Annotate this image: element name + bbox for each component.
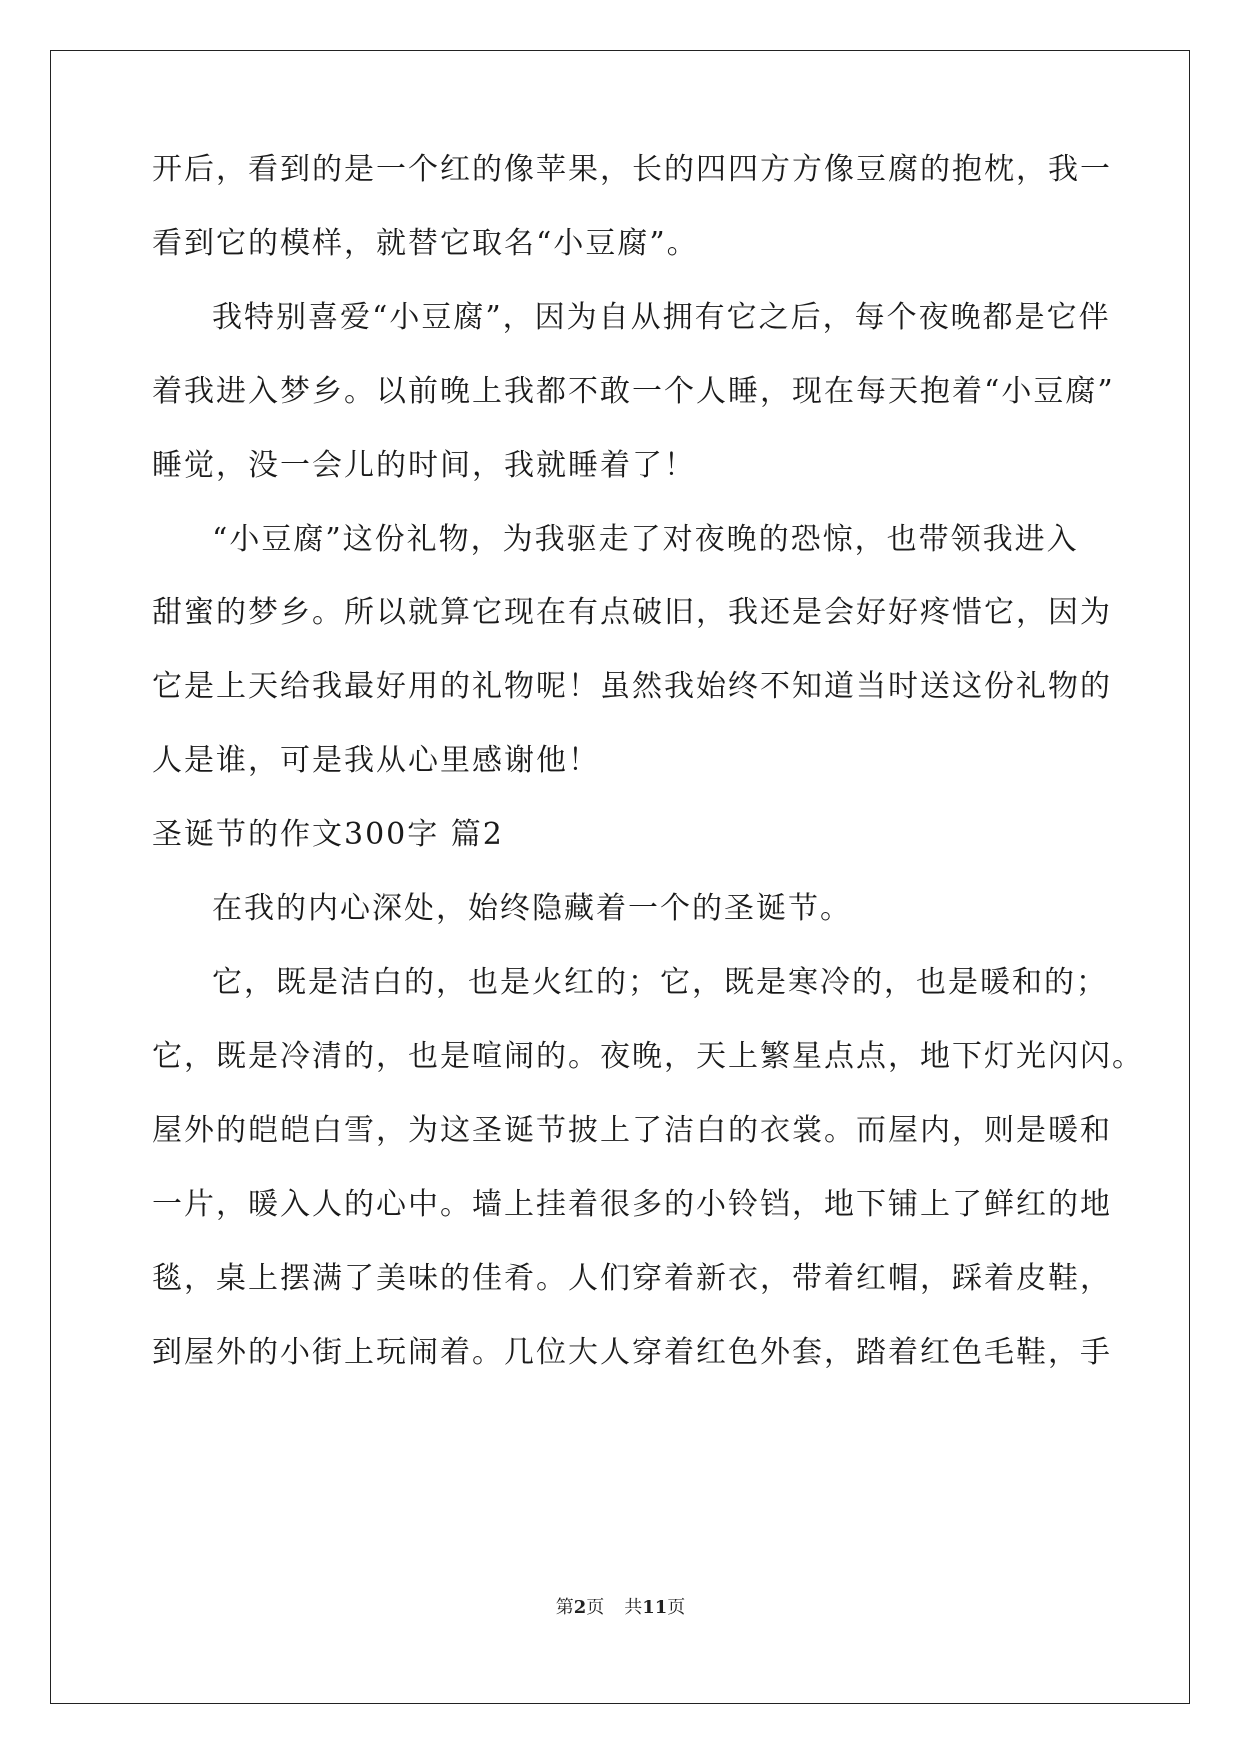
- text-line: 在我的内心深处，始终隐藏着一个的圣诞节。: [212, 891, 852, 926]
- text-line: 毯，桌上摆满了美味的佳肴。人们穿着新衣，带着红帽，踩着皮鞋，: [152, 1261, 1112, 1296]
- text-line: 到屋外的小街上玩闹着。几位大人穿着红色外套，踏着红色毛鞋，手: [152, 1335, 1112, 1370]
- text-line: 它，既是冷清的，也是喧闹的。夜晚，天上繁星点点，地下灯光闪闪。: [152, 1039, 1144, 1074]
- text-line: 一片，暖入人的心中。墙上挂着很多的小铃铛，地下铺上了鲜红的地: [152, 1187, 1112, 1222]
- text-line: 我特别喜爱“小豆腐”，因为自从拥有它之后，每个夜晚都是它伴: [212, 300, 1111, 335]
- text-line: 人是谁，可是我从心里感谢他！: [152, 743, 600, 778]
- page-footer: [0, 1596, 1241, 1620]
- text-line: 着我进入梦乡。以前晚上我都不敢一个人睡，现在每天抱着“小豆腐”: [152, 374, 1115, 409]
- text-line: 屋外的皑皑白雪，为这圣诞节披上了洁白的衣裳。而屋内，则是暖和: [152, 1113, 1112, 1148]
- text-line: 开后，看到的是一个红的像苹果，长的四四方方像豆腐的抱枕，我一: [152, 152, 1112, 187]
- text-line: 它是上天给我最好用的礼物呢！虽然我始终不知道当时送这份礼物的: [152, 669, 1112, 704]
- section-heading: 圣诞节的作文300字 篇2: [152, 817, 504, 852]
- page-prefix: 第: [555, 1597, 574, 1618]
- page-suffix: 页: [586, 1597, 605, 1618]
- text-line: 睡觉，没一会儿的时间，我就睡着了！: [152, 448, 696, 483]
- total-prefix: 共: [624, 1597, 643, 1618]
- total-suffix: 页: [667, 1597, 686, 1618]
- total-pages: 11: [642, 1597, 668, 1618]
- text-line: 看到它的模样，就替它取名“小豆腐”。: [152, 226, 699, 261]
- text-line: 它，既是洁白的，也是火红的；它，既是寒冷的，也是暖和的；: [212, 965, 1108, 1000]
- text-line: “小豆腐”这份礼物，为我驱走了对夜晚的恐惊，也带领我进入: [212, 522, 1079, 557]
- page-number: 2: [573, 1597, 587, 1618]
- text-line: 甜蜜的梦乡。所以就算它现在有点破旧，我还是会好好疼惜它，因为: [152, 595, 1112, 630]
